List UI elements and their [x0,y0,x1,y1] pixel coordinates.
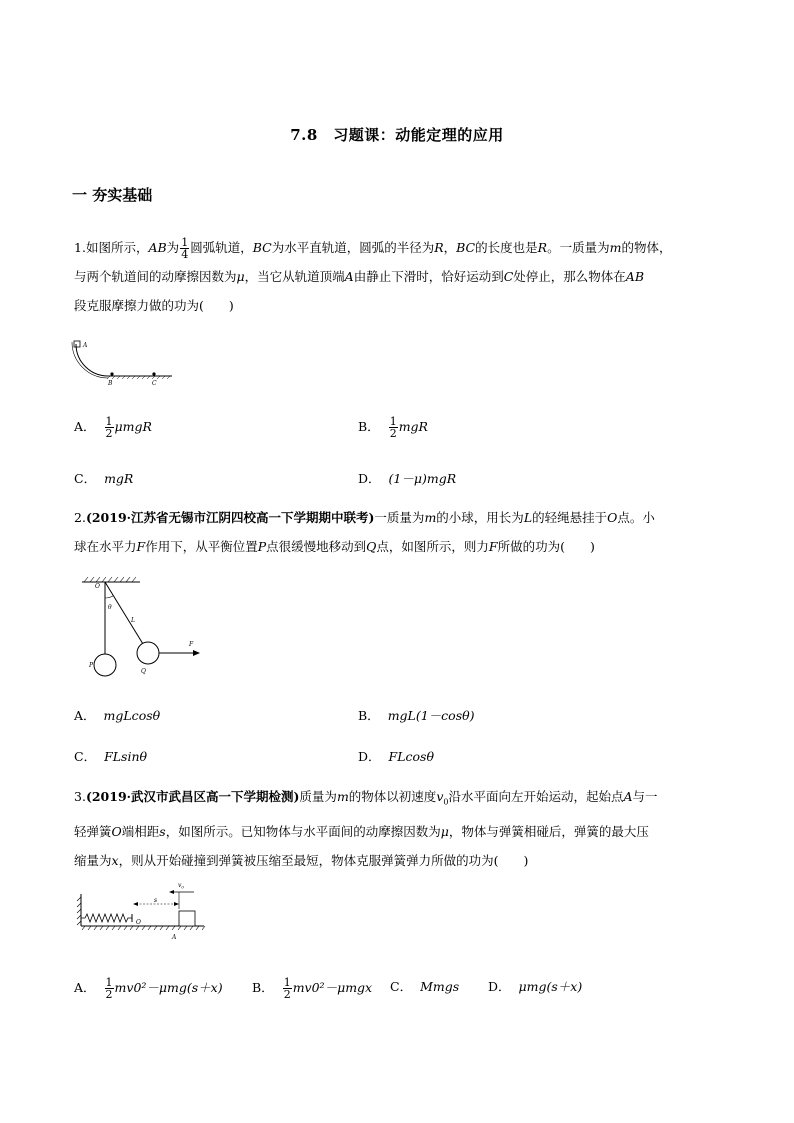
text-run: μ [440,823,449,839]
ball-p [94,654,116,676]
distance-arrow-right [174,902,179,906]
question-3-option-b[interactable] [252,977,372,1000]
subscript: 0 [443,797,449,807]
question-2-option-b[interactable] [358,706,475,724]
text-run: L [523,510,533,525]
text-run: 与一 [632,789,658,804]
option-label: C． [74,749,97,764]
text-run: F [488,539,498,554]
text-run: 处停止，那么物体在 [513,269,626,284]
block-a [179,911,195,926]
fraction-numerator: 1 [283,976,291,989]
question-1-option-a[interactable] [74,416,152,439]
text-run: Q [366,539,377,554]
force-arrow-head [193,650,200,656]
option-text: mgL(1－cosθ) [387,708,475,723]
spring [81,914,132,922]
text-run: 点很缓慢地移动到 [266,539,367,554]
question-2-figure [80,576,210,680]
velocity-arrow-head [169,890,174,894]
fraction-half [389,416,398,439]
text-run: 点，如图所示，则力 [376,539,489,554]
text-run: AB [148,240,167,255]
label-a: A [172,934,177,941]
option-label: D． [358,749,381,764]
label-c: C [152,380,157,387]
text-run: 的物体以初速度 [348,789,437,804]
text-run: A [623,789,633,804]
text-run: O [607,510,618,525]
text-run: 作用下，从平衡位置 [145,539,258,554]
label-v: v [178,882,182,889]
question-3-option-d[interactable] [488,977,582,995]
distance-arrow-left [133,902,138,906]
label-v-subscript: 0 [181,884,184,890]
question-2-option-a[interactable] [74,706,160,724]
text-run: 沿水平面向左开始运动，起始点 [448,789,624,804]
label-b: B [108,380,113,387]
label-o: O [136,919,141,926]
option-text: (1－μ)mgR [388,471,457,486]
option-label: C． [390,979,413,994]
text-run: ，如图所示。已知物体与水平面间的动摩擦因数为 [165,823,441,839]
string-displaced [105,582,143,644]
option-label: B． [358,419,380,434]
text-run: 的小球，用长为 [436,510,524,525]
text-run: ，当它从轨道顶端 [244,269,345,284]
text-run: 一质量为 [374,510,425,525]
text-run: 球在水平力 [74,539,137,554]
fraction-numerator: 1 [105,415,113,428]
angle-arc [105,596,113,598]
option-label: A． [74,419,96,434]
text-run: m [424,510,437,525]
option-text: FLcosθ [388,749,434,764]
fraction-half [105,416,114,439]
ball-q [137,642,159,664]
quarter-arc-track [76,344,108,376]
text-run: ， [443,240,457,255]
label-l: L [131,617,135,624]
label-p: P [89,662,94,669]
text-run: μ [236,269,245,284]
point-c [152,372,155,375]
text-run: 点。小 [617,510,655,525]
option-text: mgR [104,471,134,486]
text-run: 轻弹簧 [74,823,112,839]
question-3-line-1 [74,782,724,817]
question-number: 1. [74,240,86,255]
label-a: A [83,342,88,349]
block-at-a [74,341,80,347]
option-label: D． [488,979,511,994]
fraction-denominator: 2 [283,988,291,1001]
label-theta: θ [108,604,112,611]
question-1-line-1 [74,233,724,262]
question-1-line-2 [74,262,724,291]
text-run: m [609,240,622,255]
option-text: mv0²－μmg(s＋x) [114,980,223,995]
text-run: 缩量为 [74,852,112,868]
section-heading: 一 夯实基础 [72,186,153,204]
question-1-text [74,233,724,320]
question-3-line-2 [74,817,724,846]
text-run: O [111,823,122,839]
text-run: P [257,539,267,554]
text-run: s [159,823,166,839]
text-run: R [434,240,444,255]
question-2-line-2 [74,532,724,561]
fraction-denominator: 2 [105,427,113,440]
question-2-option-c[interactable] [74,747,147,765]
option-label: D． [358,471,381,486]
text-run: AB [625,269,645,284]
text-run: 为水平直轨道，圆弧的半径为 [271,240,435,255]
text-run: 的长度也是 [475,240,538,255]
option-label: A． [74,708,96,723]
text-run: 。一质量为 [547,240,610,255]
text-run: 端相距 [121,823,160,839]
option-label: C． [74,471,97,486]
question-1-option-d[interactable] [358,469,456,487]
option-text: Mmgs [420,979,460,994]
question-3-text [74,782,724,875]
text-run: 圆弧轨道， [190,240,253,255]
question-2-option-d[interactable] [358,747,434,765]
text-run: ，则从开始碰撞到弹簧被压缩至最短，物体克服弹簧弹力所做的功为( ) [118,852,529,868]
text-run: m [336,789,349,804]
question-1-option-b[interactable] [358,416,428,439]
text-run: C [503,269,514,284]
text-run: A [344,269,354,284]
text-run: 由静止下滑时，恰好运动到 [353,269,504,284]
fraction-quarter [180,237,189,260]
question-3-line-3 [74,846,724,875]
question-3-option-c[interactable] [390,977,459,995]
option-label: B． [252,980,274,995]
option-text: μmg(s＋x) [518,979,583,994]
question-1-line-3: 段克服摩擦力做的功为( ) [74,298,234,313]
text-run: R [537,240,548,255]
ceiling-hatch [84,577,136,582]
fraction-numerator: 1 [389,415,397,428]
text-run: BC [252,240,272,255]
question-number: 3. [74,789,86,804]
label-v0 [178,882,184,890]
option-label: A． [74,980,96,995]
text-run: 如图所示， [85,240,149,255]
fraction-denominator: 2 [389,427,397,440]
text-run: 的轻绳悬挂于 [532,510,608,525]
option-label: B． [358,708,380,723]
wall-hatch [77,897,81,925]
question-number: 2. [74,510,86,525]
text-run: 的物体， [621,240,672,255]
text-run: 所做的功为( ) [497,539,595,554]
question-1-figure [70,338,180,388]
option-text: mv0²－μmgx [292,980,373,995]
option-text: mgR [398,419,428,434]
label-q: Q [141,668,146,675]
label-o: O [95,583,100,590]
text-run: 为 [166,240,180,255]
label-s: s [154,897,158,904]
text-run: 质量为 [299,789,337,804]
point-b [110,372,113,375]
fraction-half [283,977,292,1000]
question-2-line-1 [74,503,724,532]
text-run: 与两个轨道间的动摩擦因数为 [74,269,237,284]
option-text: FLsinθ [104,749,148,764]
question-1-option-c[interactable] [74,469,133,487]
question-3-option-a[interactable] [74,977,223,1000]
option-text: μmgR [114,419,152,434]
floor-hatch [82,926,205,930]
fraction-numerator: 1 [181,236,189,249]
question-source: (2019·江苏省无锡市江阴四校高一下学期期中联考) [85,510,375,525]
text-run: BC [456,240,476,255]
question-source: (2019·武汉市武昌区高一下学期检测) [85,789,300,804]
text-run: F [136,539,146,554]
fraction-denominator: 4 [181,248,189,261]
fraction-half [105,977,114,1000]
page-title: 7.8 习题课：动能定理的应用 [290,126,504,144]
question-3-figure [76,878,210,942]
text-run: v [436,789,444,804]
fraction-numerator: 1 [105,976,113,989]
question-2-text [74,503,724,561]
option-text: mgLcosθ [103,708,161,723]
fraction-denominator: 2 [105,988,113,1001]
text-run: x [111,852,119,868]
label-f: F [189,641,194,648]
text-run: ，物体与弹簧相碰后，弹簧的最大压 [448,823,649,839]
